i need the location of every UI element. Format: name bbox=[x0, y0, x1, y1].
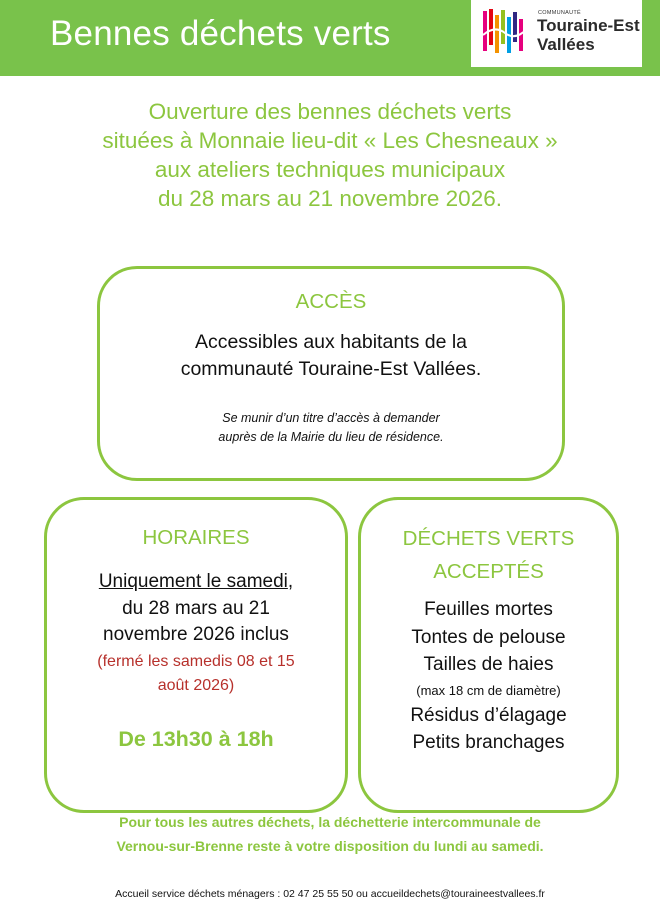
dechets-title bbox=[361, 522, 616, 588]
list-item: Petits branchages bbox=[412, 732, 565, 753]
list-item: Feuilles mortes bbox=[424, 599, 553, 620]
footer-line: Pour tous les autres déchets, la déchetterie intercommunale de bbox=[119, 814, 541, 830]
logo-small-text: COMMUNAUTÉ bbox=[538, 10, 582, 16]
closed-line: août 2026) bbox=[157, 677, 235, 694]
list-item: Tailles de haies bbox=[423, 654, 554, 675]
contact-info: Accueil service déchets ménagers : 02 47 25 55 50 ou accueildechets@touraineestvallees.fr bbox=[115, 888, 545, 900]
page-title: Bennes déchets verts bbox=[50, 14, 391, 53]
horaires-line: du 28 mars au 21 bbox=[122, 597, 270, 619]
logo-name-line2: Vallées bbox=[537, 35, 595, 54]
logo bbox=[471, 0, 642, 67]
intro-line: du 28 mars au 21 novembre 2026. bbox=[158, 186, 502, 211]
dechets-list bbox=[361, 596, 616, 757]
footer-line: Vernou-sur-Brenne reste à votre disposition du lundi au samedi. bbox=[116, 838, 544, 854]
acces-note-line: auprès de la Mairie du lieu de résidence. bbox=[218, 430, 444, 444]
header-banner bbox=[0, 0, 660, 76]
intro-text bbox=[0, 97, 660, 213]
horaires-hours: De 13h30 à 18h bbox=[118, 727, 274, 751]
acces-title: ACCÈS bbox=[295, 290, 367, 313]
acces-text-line: Accessibles aux habitants de la bbox=[194, 331, 468, 353]
closed-line: (fermé les samedis 08 et 15 bbox=[97, 653, 295, 670]
logo-name-line1: Touraine-Est bbox=[537, 16, 640, 35]
acces-note-line: Se munir d’un titre d’accès à demander bbox=[222, 411, 440, 425]
horaires-box bbox=[44, 497, 348, 813]
intro-line: Ouverture des bennes déchets verts bbox=[148, 99, 512, 124]
logo-mark-icon bbox=[481, 7, 529, 55]
dechets-title-line: ACCEPTÉS bbox=[433, 560, 544, 583]
horaires-comma: , bbox=[287, 571, 294, 592]
horaires-text bbox=[47, 569, 345, 649]
acces-note bbox=[100, 409, 562, 447]
horaires-closed-note bbox=[47, 650, 345, 698]
diameter-note: (max 18 cm de diamètre) bbox=[416, 682, 561, 698]
intro-line: situées à Monnaie lieu-dit « Les Chesneaux » bbox=[102, 128, 558, 153]
intro-line: aux ateliers techniques municipaux bbox=[154, 157, 506, 182]
footer-note bbox=[0, 810, 660, 858]
acces-text-line: communauté Touraine-Est Vallées. bbox=[180, 358, 482, 380]
dechets-box bbox=[358, 497, 619, 813]
dechets-title-line: DÉCHETS VERTS bbox=[402, 527, 575, 550]
list-item: Résidus d’élagage bbox=[410, 704, 567, 726]
acces-text bbox=[100, 329, 562, 383]
horaires-line: novembre 2026 inclus bbox=[103, 624, 289, 645]
horaires-line bbox=[47, 569, 345, 596]
horaires-day: Uniquement le samedi bbox=[98, 571, 288, 592]
horaires-title: HORAIRES bbox=[142, 526, 250, 549]
list-item: Tontes de pelouse bbox=[411, 626, 566, 648]
acces-box bbox=[97, 266, 565, 481]
